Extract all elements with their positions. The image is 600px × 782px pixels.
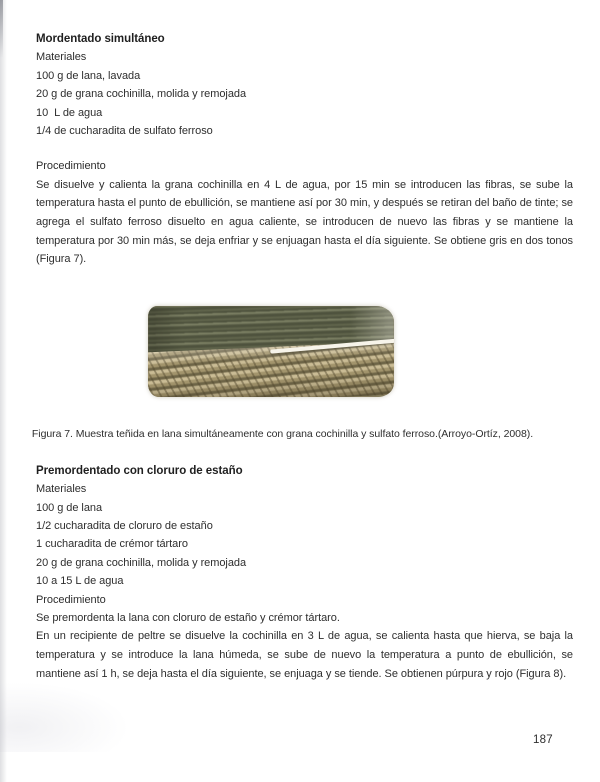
procedure-paragraph: Se disuelve y calienta la grana cochinilla en 4 L de agua, por 15 min se introducen las fibras, se sube la temperatura hasta el punto de ebullición, se mantiene así por 30 min, y después se retiran del baño de tinte; se agrega el sulfato ferroso disuelto en agua caliente, se introducen de nuevo las fibras y se mantiene la temperatura por 30 min más, se deja enfriar y se enjuagan hasta el día siguiente. Se obtiene gris en dos tonos (Figura 7). xyxy=(36,178,573,266)
materials-label: Materiales xyxy=(36,51,87,64)
material-item: 10 L de agua xyxy=(36,106,103,119)
procedure-label: Procedimiento xyxy=(36,593,106,606)
section-mordentado-simultaneo xyxy=(36,30,573,269)
section-heading: Mordentado simultáneo xyxy=(36,33,165,45)
material-item: 10 a 15 L de agua xyxy=(36,575,124,588)
figure-7 xyxy=(31,306,573,440)
materials-label: Materiales xyxy=(36,483,87,496)
material-item: 1 cucharadita de crémor tártaro xyxy=(36,538,188,551)
procedure-paragraph: En un recipiente de peltre se disuelve la cochinilla en 3 L de agua, se calienta hasta que hierva, se baja la temperatura y se introduce la lana húmeda, se sube de nuevo la temperatura a punto de ebullición, se mantiene así 1 h, se deja hasta el día siguiente, se enjuaga y se tiende. Se obtienen púrpura y rojo (Figura 8). xyxy=(36,630,573,680)
section-heading: Premordentado con cloruro de estaño xyxy=(36,464,243,477)
material-item: 20 g de grana cochinilla, molida y remojada xyxy=(36,88,247,101)
procedure-label: Procedimiento xyxy=(36,160,106,173)
section-premordentado-estano xyxy=(36,462,573,683)
figure-caption: Figura 7. Muestra teñida en lana simultáneamente con grana cochinilla y sulfato ferroso.(Arroyo-Ortíz, 2008). xyxy=(31,427,534,440)
material-item: 1/2 cucharadita de cloruro de estaño xyxy=(36,520,213,533)
material-item: 1/4 de cucharadita de sulfato ferroso xyxy=(36,125,213,138)
page-number: 187 xyxy=(533,734,553,746)
dyed-yarn-photo xyxy=(148,306,394,397)
material-item: 100 g de lana, lavada xyxy=(36,69,141,82)
material-item: 20 g de grana cochinilla, molida y remojada xyxy=(36,556,247,569)
procedure-intro: Se premordenta la lana con cloruro de estaño y crémor tártaro. xyxy=(36,612,340,625)
material-item: 100 g de lana xyxy=(36,501,103,514)
